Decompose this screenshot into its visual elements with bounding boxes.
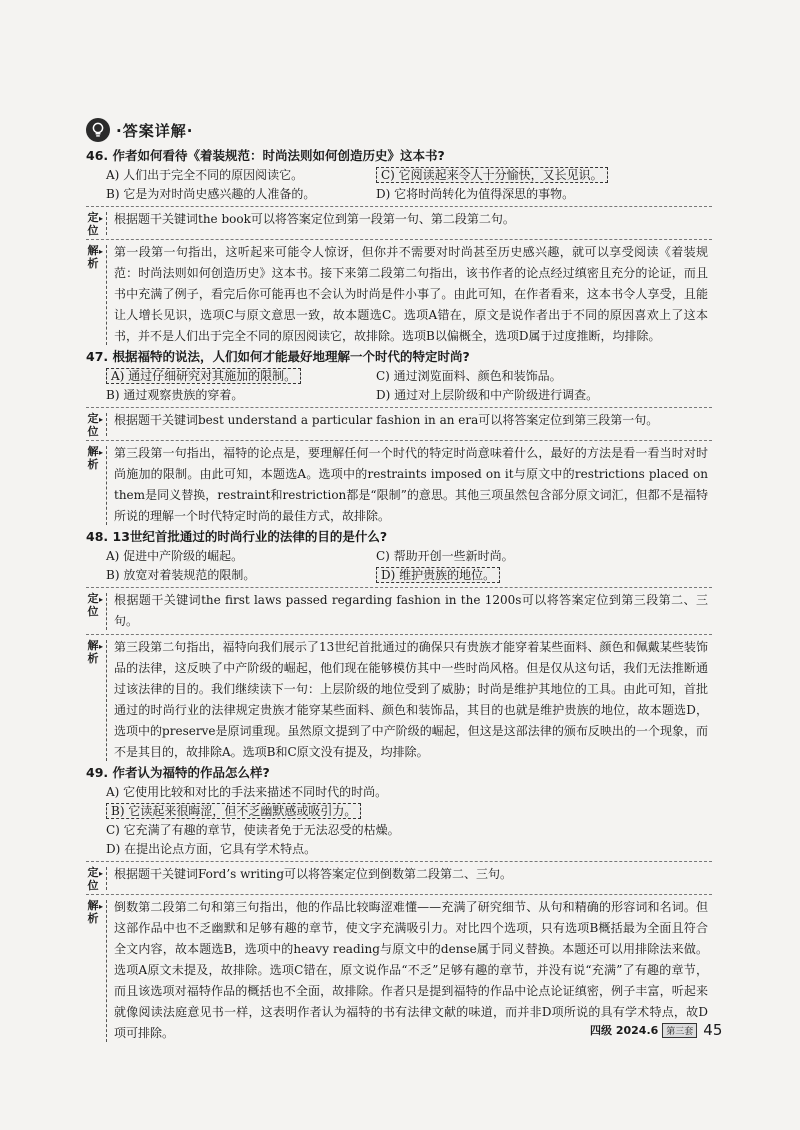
analysis-text: 第三段第一句指出，福特的论点是，要理解任何一个时代的特定时尚意味着什么，最好的方法是看一看当时对时尚施加的限制。由此可知，本题选A。选项中的restraints imposed on it与原文中的restrictions placed on them是同义替换，restraint和restriction都是“限制”的意思。其他三项虽然包含部分原文词汇，但都不是福特所说的理解一个时代特定时尚的最佳方式，故排除。 [114,446,708,523]
option-text: D) 它将时尚转化为值得深思的事物。 [376,187,575,201]
question-title: 48. 13世纪首批通过的时尚行业的法律的目的是什么? [86,529,388,544]
footer-grade: 四级 2024.6 [590,1024,659,1037]
correct-option [106,367,370,386]
dashed-divider [86,407,712,408]
analysis-section [86,637,712,763]
option [106,166,370,185]
dashed-divider [86,239,712,240]
arrow-icon: ▸ [99,642,104,651]
option [106,547,370,566]
option [376,547,706,566]
option-text: A) 促进中产阶级的崛起。 [106,549,244,563]
analysis-section [86,443,712,527]
locate-label [86,590,104,632]
locate-section [86,410,712,438]
analysis-label-text: 解析 [87,899,99,925]
arrow-icon: ▸ [99,247,104,256]
arrow-icon: ▸ [99,415,104,424]
option [106,783,712,802]
section-header [86,116,193,144]
question-block [86,347,712,527]
locate-section [86,590,712,632]
option-text: A) 人们出于完全不同的原因阅读它。 [106,168,304,182]
option-list [106,166,712,204]
dashed-rule [106,900,107,1042]
locate-label-text: 定位 [87,412,99,438]
dashed-rule [106,413,107,436]
question-title: 47. 根据福特的说法，人们如何才能最好地理解一个时代的特定时尚? [86,349,470,364]
question-block [86,527,712,763]
locate-label-text: 定位 [87,211,99,237]
option [376,185,706,204]
option-text: D) 维护贵族的地位。 [376,567,500,583]
option [376,367,706,386]
page-number: 45 [703,1021,723,1039]
correct-option [106,802,712,821]
analysis-text: 第一段第一句指出，这听起来可能令人惊讶，但你并不需要对时尚甚至历史感兴趣，就可以享受阅读《着装规范：时尚法则如何创造历史》这本书。接下来第二段第二句指出，该书作者的论点经过缜密且充分的论证，而且书中充满了例子，看完后你可能再也不会认为时尚是件小事了。由此可知，在作者看来，这本书令人享受，且能让人增长见识，选项C与原文意思一致，故本题选C。选项A错在，原文是说作者出于不同的原因喜欢上了这本书，并不是人们出于完全不同的原因阅读它，故排除。选项B以偏概全，选项D属于过度推断，均排除。 [114,245,708,343]
option-text: D) 在提出论点方面，它具有学术特点。 [106,842,317,856]
option-text: C) 它阅读起来令人十分愉快，又长见识。 [376,167,608,183]
locate-label-text: 定位 [87,592,99,618]
dashed-rule [106,867,107,890]
analysis-label [86,443,104,527]
dashed-rule [106,593,107,630]
dashed-divider [86,861,712,862]
analysis-label-text: 解析 [87,445,99,471]
option-list [106,367,712,405]
analysis-section [86,242,712,347]
locate-section [86,209,712,237]
option [106,821,712,840]
locate-label [86,209,104,237]
analysis-label-text: 解析 [87,244,99,270]
arrow-icon: ▸ [99,448,104,457]
page-footer [590,1021,722,1039]
locate-text: 根据题干关键词the book可以将答案定位到第一段第一句、第二段第二句。 [114,212,515,226]
option [106,386,370,405]
analysis-text: 倒数第二段第二句和第三句指出，他的作品比较晦涩难懂——充满了研究细节、从句和精确的形容词和名词。但这部作品中也不乏幽默和足够有趣的章节，使文字充满吸引力。对比四个选项，只有选项B概括最为全面且符合全文内容，故本题选B，选项中的heavy reading与原文中的dense属于同义替换。本题还可以用排除法来做。选项A原文未提及，故排除。选项C错在，原文说作品“不乏”足够有趣的章节，并没有说“充满”了有趣的章节，而且该选项对福特作品的概括也不全面，故排除。作者只是提到福特的作品中论点论证缜密，例子丰富，听起来就像阅读法庭意见书一样，这表明作者认为福特的书有法律文献的味道，而并非D项所说的具有学术特点，故D项可排除。 [114,900,708,1040]
option-text: C) 通过浏览面料、颜色和装饰品。 [376,369,562,383]
option-list [106,783,712,859]
correct-option [376,166,706,185]
option-text: B) 它读起来很晦涩，但不乏幽默感或吸引力。 [106,803,361,819]
option-text: B) 通过观察贵族的穿着。 [106,388,244,402]
option-text: D) 通过对上层阶级和中产阶级进行调查。 [376,388,599,402]
option-text: B) 放宽对着装规范的限制。 [106,568,256,582]
arrow-icon: ▸ [99,869,104,878]
option-text: C) 帮助开创一些新时尚。 [376,549,514,563]
question-title: 46. 作者如何看待《着装规范：时尚法则如何创造历史》这本书? [86,148,445,163]
option-text: C) 它充满了有趣的章节，使读者免于无法忍受的枯燥。 [106,823,400,837]
question-block [86,763,712,1044]
section-title: ·答案详解· [116,121,194,140]
option-text: B) 它是为对时尚史感兴趣的人准备的。 [106,187,316,201]
option-text: A) 它使用比较和对比的手法来描述不同时代的时尚。 [106,785,388,799]
dashed-divider [86,587,712,588]
analysis-label [86,897,104,1044]
analysis-label [86,637,104,763]
locate-text: 根据题干关键词best understand a particular fashion in an era可以将答案定位到第三段第一句。 [114,413,659,427]
correct-option [376,566,706,585]
option [376,386,706,405]
arrow-icon: ▸ [99,902,104,911]
locate-label [86,410,104,438]
arrow-icon: ▸ [99,595,104,604]
question-title: 49. 作者认为福特的作品怎么样? [86,765,270,780]
footer-issue: 第三套 [662,1023,697,1038]
analysis-label-text: 解析 [87,639,99,665]
option-list [106,547,712,585]
locate-label-text: 定位 [87,866,99,892]
arrow-icon: ▸ [99,214,104,223]
dashed-rule [106,640,107,761]
locate-section [86,864,712,892]
option [106,840,712,859]
dashed-rule [106,446,107,525]
dashed-divider [86,206,712,207]
dashed-rule [106,212,107,235]
analysis-text: 第三段第二句指出，福特向我们展示了13世纪首批通过的确保只有贵族才能穿着某些面料、颜色和佩戴某些装饰品的法律，这反映了中产阶级的崛起，他们现在能够模仿其中一些时尚风格。但是仅从这句话，我们无法推断通过该法律的目的。我们继续读下一句：上层阶级的地位受到了威胁；时尚是维护其地位的工具。由此可知，首批通过的时尚行业的法律规定贵族才能穿某些面料、颜色和装饰品，其目的也就是维护贵族的地位，故本题选D，选项中的preserve是原词重现。虽然原文提到了中产阶级的崛起，但这是这部法律的颁布反映出的一个现象，而不是其目的，故排除A。选项B和C原文没有提及，均排除。 [114,640,708,759]
analysis-label [86,242,104,347]
option [106,566,370,585]
question-block [86,146,712,347]
dashed-divider [86,894,712,895]
lightbulb-icon [86,118,110,142]
locate-label [86,864,104,892]
option-text: A) 通过仔细研究对其施加的限制。 [106,368,301,384]
locate-text: 根据题干关键词Ford’s writing可以将答案定位到倒数第二段第二、三句。 [114,867,513,881]
option [106,185,370,204]
dashed-divider [86,634,712,635]
locate-text: 根据题干关键词the first laws passed regarding fashion in the 1200s可以将答案定位到第三段第二、三句。 [114,593,708,628]
dashed-rule [106,245,107,345]
dashed-divider [86,440,712,441]
answer-list [86,146,712,1044]
